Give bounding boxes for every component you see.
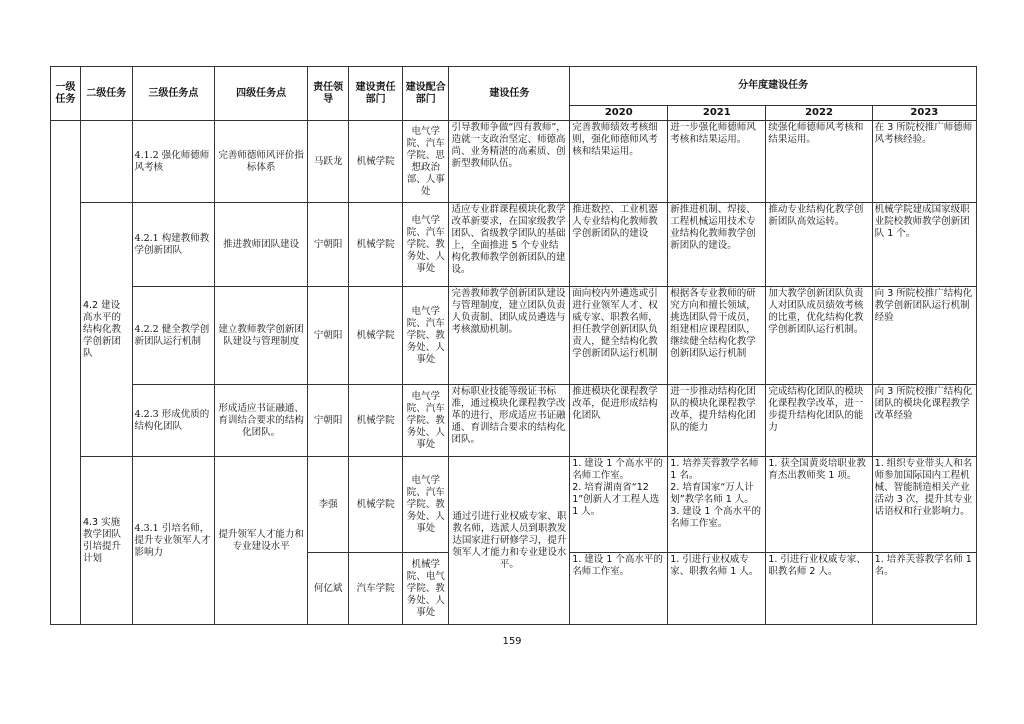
year2021-cell: 1. 引进行业权威专家、职教名师 1 人。 — [668, 553, 766, 625]
year2020-cell: 1. 建设 1 个高水平的名师工作室。 — [570, 553, 668, 625]
year2021-cell: 新推进机制、焊接、工程机械运用技术专业结构化教师教学创新团队的建设。 — [668, 203, 766, 287]
year2022-cell: 续强化师德师风考核和结果运用。 — [766, 121, 872, 203]
dept-cell: 汽车学院 — [349, 553, 403, 625]
coop-cell: 电气学院、汽车学院、教务处、人事处 — [402, 457, 448, 553]
dept-cell: 机械学院 — [349, 385, 403, 457]
level4-cell: 建立教师教学创新团队建设与管理制度 — [215, 287, 308, 385]
dept-cell: 机械学院 — [349, 457, 403, 553]
year2020-cell: 推进数控、工业机器人专业结构化教师教学创新团队的建设 — [570, 203, 668, 287]
level1-cell — [51, 121, 81, 625]
leader-cell: 宁朝阳 — [308, 385, 349, 457]
coop-cell: 机械学院、电气学院、教务处、人事处 — [402, 553, 448, 625]
task-cell: 对标职业技能等级证书标准，通过模块化课程教学改革的进行，形成适应书证融通、育训结合要求的结构化团队。 — [449, 385, 570, 457]
task-cell: 完善教师教学创新团队建设与管理制度，建立团队负责人负责制、团队成员遴选与考核激励机制。 — [449, 287, 570, 385]
year2022-cell: 1. 获全国黄炎培职业教育杰出教师奖 1 项。 — [766, 457, 872, 553]
year2021-cell: 1. 培养芙蓉教学名师 1 名。 2. 培育国家“万人计划”教学名师 1 人。 3. 建设 1 个高水平的名师工作室。 — [668, 457, 766, 553]
year2023-cell: 1. 培养芙蓉教学名师 1 名。 — [872, 553, 976, 625]
header-level3: 三级任务点 — [132, 67, 215, 121]
year2020-cell: 推进模块化课程教学改革，促进形成结构化团队 — [570, 385, 668, 457]
leader-cell: 宁朝阳 — [308, 203, 349, 287]
table-row — [51, 203, 977, 287]
header-year-2023: 2023 — [872, 106, 976, 121]
table-row — [51, 121, 977, 203]
level4-cell: 形成适应书证融通、育训结合要求的结构化团队。 — [215, 385, 308, 457]
table-row — [51, 457, 977, 553]
header-year-2021: 2021 — [668, 106, 766, 121]
year2020-cell: 1. 建设 1 个高水平的名师工作室。 2. 培育湖南省“121”创新人才工程人选 1 人。 — [570, 457, 668, 553]
year2021-cell: 进一步推动结构化团队的模块化课程教学改革，提升结构化团队的能力 — [668, 385, 766, 457]
year2020-cell: 面向校内外遴选或引进行业领军人才、权威专家、职教名师，担任教学创新团队负责人，健全结构化教学创新团队运行机制 — [570, 287, 668, 385]
year2023-cell: 1. 组织专业带头人和名师参加国际国内工程机械、智能制造相关产业活动 3 次，提升其专业话语权和行业影响力。 — [872, 457, 976, 553]
year2023-cell: 机械学院建成国家级职业院校教师教学创新团队 1 个。 — [872, 203, 976, 287]
table-row — [51, 385, 977, 457]
level2-cell — [80, 121, 132, 203]
coop-cell: 电气学院、汽车学院、教务处、人事处 — [402, 385, 448, 457]
header-task: 建设任务 — [449, 67, 570, 121]
level3-cell: 4.2.3 形成优质的结构化团队 — [132, 385, 215, 457]
level4-cell: 提升领军人才能力和专业建设水平 — [215, 457, 308, 625]
construction-task-table — [50, 66, 977, 625]
leader-cell: 何亿斌 — [308, 553, 349, 625]
task-cell: 适应专业群课程模块化教学改革新要求，在国家级教学团队、省级教学团队的基础上，全面推进 5 个专业结构化教师教学创新团队的建设。 — [449, 203, 570, 287]
level3-cell: 4.2.2 健全教学创新团队运行机制 — [132, 287, 215, 385]
header-level2: 二级任务 — [80, 67, 132, 121]
header-dept: 建设责任部门 — [349, 67, 403, 121]
year2022-cell: 推动专业结构化教学创新团队高效运转。 — [766, 203, 872, 287]
leader-cell: 李强 — [308, 457, 349, 553]
task-cell: 引导教师争做“四有教师”，造就一支政治坚定、师德高尚、业务精湛的高素质、创新型教师队伍。 — [449, 121, 570, 203]
dept-cell: 机械学院 — [349, 287, 403, 385]
header-year-2020: 2020 — [570, 106, 668, 121]
task-cell: 通过引进行业权威专家、职教名师，选派人员到职教发达国家进行研修学习，提升领军人才能力和专业建设水平。 — [449, 457, 570, 625]
year2022-cell: 完成结构化团队的模块化课程教学改革，进一步提升结构化团队的能力 — [766, 385, 872, 457]
year2023-cell: 向 3 所院校推广结构化团队的模块化课程教学改革经验 — [872, 385, 976, 457]
year2020-cell: 完善教师绩效考核细则，强化师德师风考核和结果运用。 — [570, 121, 668, 203]
year2023-cell: 在 3 所院校推广师德师风考核经验。 — [872, 121, 976, 203]
header-annual: 分年度建设任务 — [570, 67, 977, 106]
level2-cell: 4.2 建设高水平的结构化教学创新团队 — [80, 203, 132, 457]
year2021-cell: 根据各专业教师的研究方向和擅长领域，挑选团队骨干成员，组建相应课程团队，继续健全结构化教学创新团队运行机制 — [668, 287, 766, 385]
table-row — [51, 287, 977, 385]
leader-cell: 马跃龙 — [308, 121, 349, 203]
level3-cell: 4.1.2 强化师德师风考核 — [132, 121, 215, 203]
coop-cell: 电气学院、汽车学院、教务处、人事处 — [402, 203, 448, 287]
header-leader: 责任领导 — [308, 67, 349, 121]
coop-cell: 电气学院、汽车学院、教务处、人事处 — [402, 287, 448, 385]
header-level4: 四级任务点 — [215, 67, 308, 121]
header-coop: 建设配合部门 — [402, 67, 448, 121]
level3-cell: 4.2.1 构建教师教学创新团队 — [132, 203, 215, 287]
page-number: 159 — [502, 636, 522, 647]
coop-cell: 电气学院、汽车学院、思想政治部、人事处 — [402, 121, 448, 203]
level2-cell: 4.3 实施教学团队引培提升计划 — [80, 457, 132, 625]
level3-cell: 4.3.1 引培名师，提升专业领军人才影响力 — [132, 457, 215, 625]
year2022-cell: 1. 引进行业权威专家、职教名师 2 人。 — [766, 553, 872, 625]
dept-cell: 机械学院 — [349, 203, 403, 287]
leader-cell: 宁朝阳 — [308, 287, 349, 385]
level4-cell: 推进教师团队建设 — [215, 203, 308, 287]
year2021-cell: 进一步强化师德师风考核和结果运用。 — [668, 121, 766, 203]
dept-cell: 机械学院 — [349, 121, 403, 203]
level4-cell: 完善师德师风评价指标体系 — [215, 121, 308, 203]
year2023-cell: 向 3 所院校推广结构化教学创新团队运行机制经验 — [872, 287, 976, 385]
header-year-2022: 2022 — [766, 106, 872, 121]
header-level1: 一级任务 — [51, 67, 81, 121]
year2022-cell: 加大教学创新团队负责人对团队成员绩效考核的比重，优化结构化教学创新团队运行机制。 — [766, 287, 872, 385]
